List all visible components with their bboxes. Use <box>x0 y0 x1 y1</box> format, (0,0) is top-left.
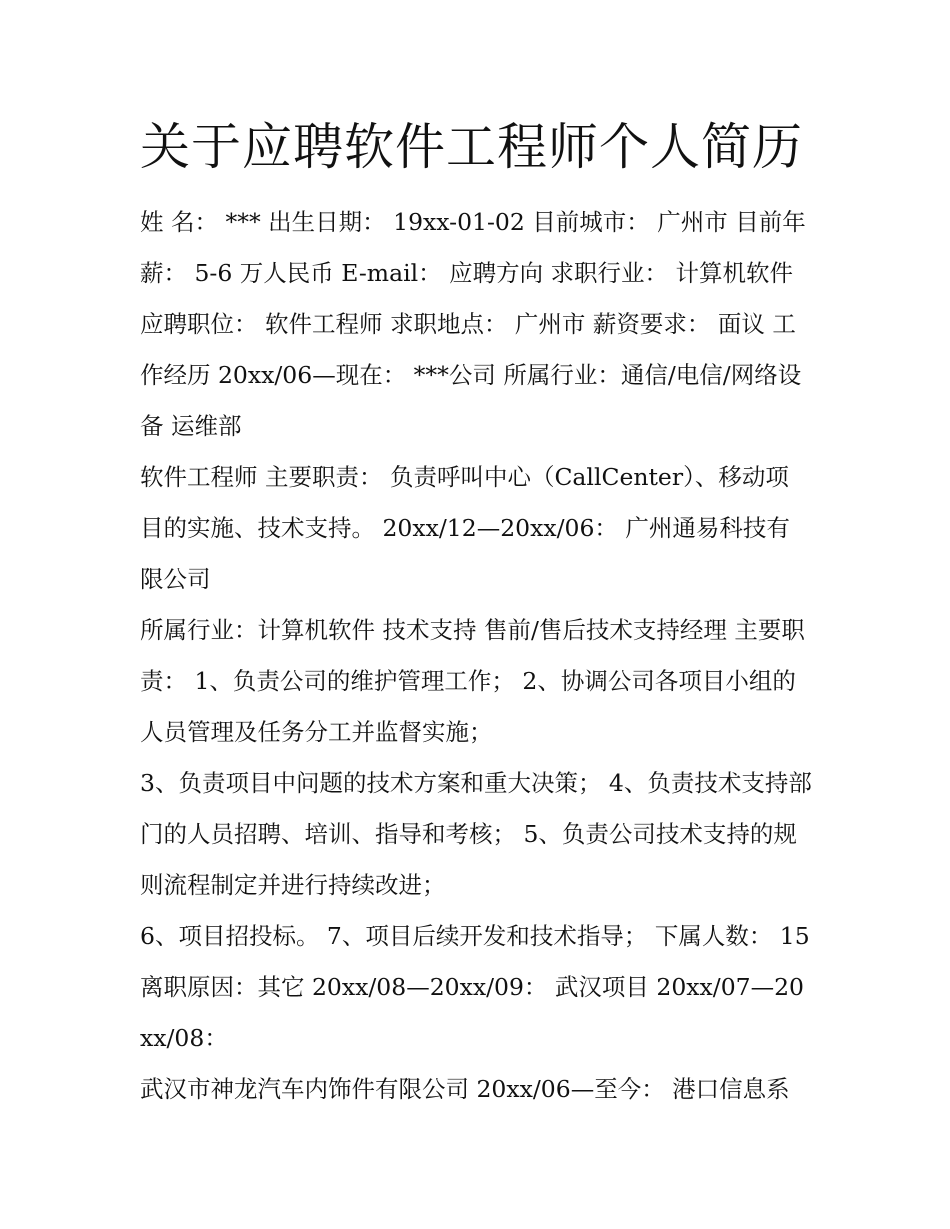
document-body <box>140 197 812 1115</box>
paragraph-duties-continued: 3、负责项目中问题的技术方案和重大决策； 4、负责技术支持部门的人员招聘、培训、指导和考核； 5、负责公司技术支持的规则流程制定并进行持续改进； <box>140 769 812 899</box>
paragraph-company: 武汉市神龙汽车内饰件有限公司 20xx/06—至今： 港口信息系 <box>140 1075 790 1103</box>
paragraph-personal-info: 姓 名： *** 出生日期： 19xx-01-02 目前城市： 广州市 目前年薪： 5-6 万人民币 E-mail： 应聘方向 求职行业： 计算机软件 应聘职位： 软件工程师 求职地点： 广州市 薪资要求： 面议 工作经历 20xx/06—现在： ***公司 所属行业：通信/电信/网络设备 运维部 <box>140 208 806 440</box>
document-title: 关于应聘软件工程师个人简历 <box>140 118 803 176</box>
paragraph-software-engineer-duties: 软件工程师 主要职责： 负责呼叫中心（CallCenter）、移动项目的实施、技术支持。 20xx/12—20xx/06： 广州通易科技有限公司 <box>140 463 790 593</box>
paragraph-tech-support-duties: 所属行业：计算机软件 技术支持 售前/售后技术支持经理 主要职责： 1、负责公司的维护管理工作； 2、协调公司各项目小组的人员管理及任务分工并监督实施； <box>140 616 805 746</box>
paragraph-projects: 6、项目招投标。 7、项目后续开发和技术指导； 下属人数： 15 离职原因：其它 20xx/08—20xx/09： 武汉项目 20xx/07—20xx/08： <box>140 922 810 1052</box>
